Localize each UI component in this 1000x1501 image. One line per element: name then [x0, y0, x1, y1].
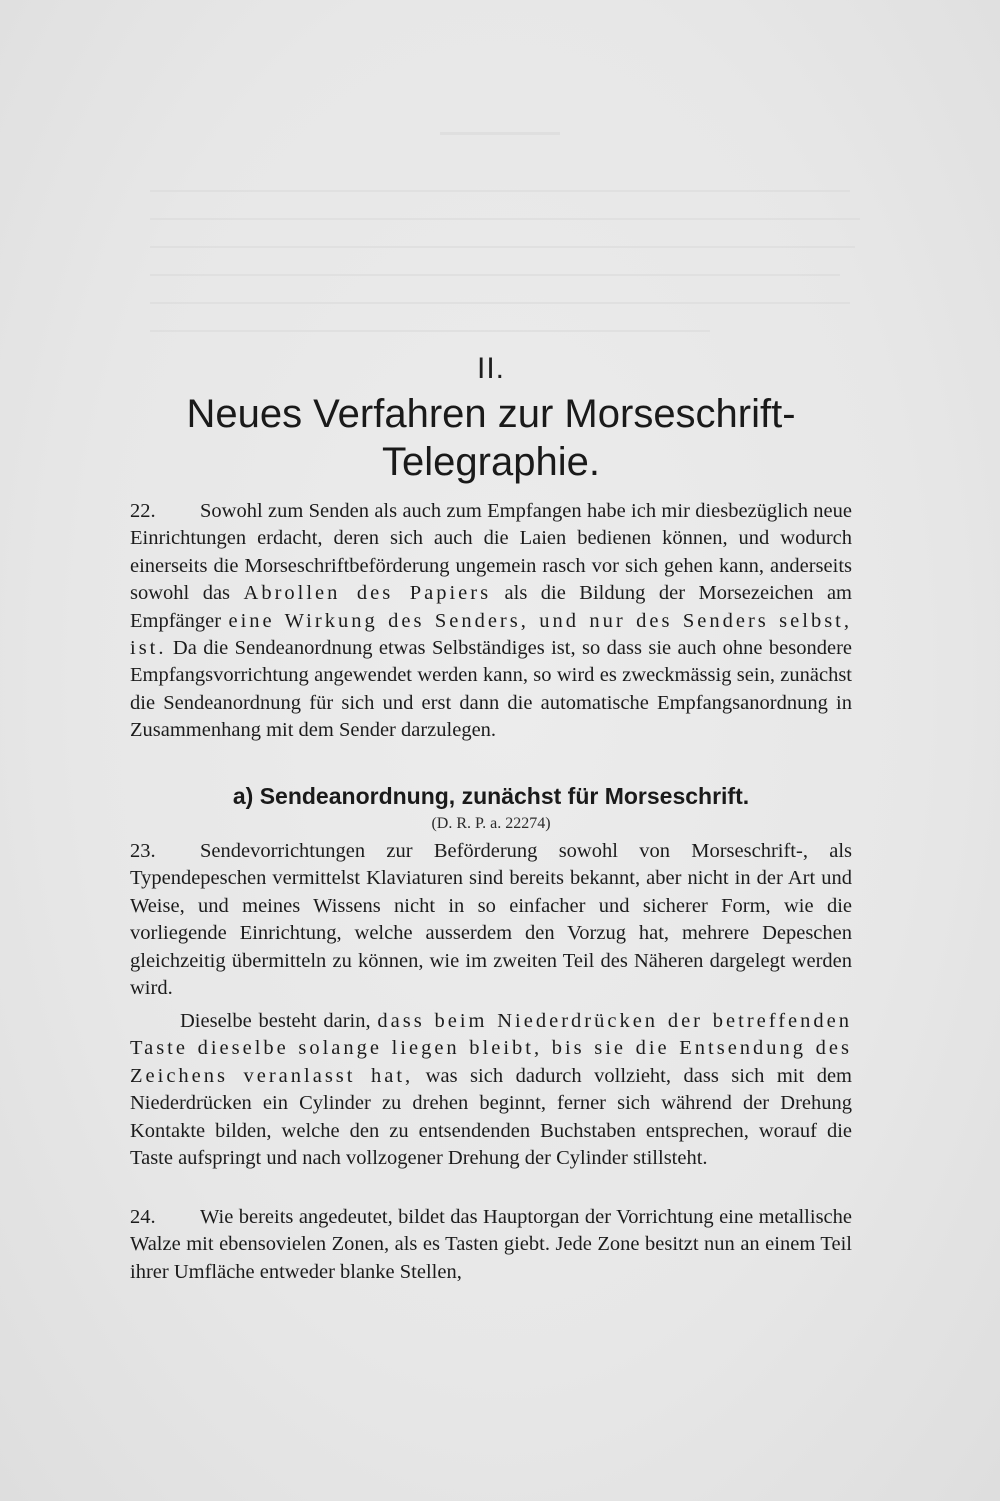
subsection-heading: a) Sendeanordnung, zunächst für Morseschrift.	[232, 783, 750, 809]
paragraph-text: Da die Sendeanordnung etwas Selbständiges ist, so dass sie auch ohne besondere Empfangsvorrichtung angewendet werden kann, so wird es zweckmässig sein, zunächst die Sendeanordnung für sich und erst dann die automatische Empfangsanordnung in Zusammenhang mit dem Sender darzulegen.	[130, 637, 852, 742]
chapter-title	[126, 390, 856, 486]
paragraph-text: was sich dadurch vollzieht, dass sich mit dem Niederdrücken ein Cylinder zu drehen beginnt, ferner sich während der Drehung Kontakte bilden, welche den zu entsendenden Buchstaben entsprechen, worauf die Taste aufspringt und nach vollzogener Drehung der Cylinder stillsteht.	[130, 1064, 852, 1170]
faded-page-header-mark	[440, 132, 560, 135]
paragraph-number: 23.	[130, 840, 156, 862]
paragraph-text: Sendevorrichtungen zur Beförderung sowohl von Morseschrift-, als Typendepeschen vermittelst Klaviaturen sind bereits bekannt, aber nicht in der Art und Weise, und meines Wissens nicht in so einfacher und sicherer Form, wie die vorliegende Einrichtung, welche ausserdem den Vorzug hat, mehrere Depeschen gleichzeitig übermitteln zu können, wie im zweiten Teil des Näheren dargelegt werden wird.	[130, 840, 852, 1000]
paragraph-text: Dieselbe besteht darin,	[180, 1010, 378, 1032]
chapter-title-line2: Telegraphie.	[382, 440, 600, 484]
paragraph-text: als die Bildung der Morsezeichen am Empfänger	[130, 582, 853, 632]
paragraph-22	[130, 498, 852, 745]
patent-reference: (D. R. P. a. 22274)	[431, 815, 551, 832]
spaced-emphasis: eine Wirkung des Senders, und nur des Senders selbst, ist.	[130, 609, 852, 660]
paragraph-number: 24.	[130, 1206, 156, 1228]
paragraph-text: Wie bereits angedeutet, bildet das Hauptorgan der Vorrichtung eine metallische Walze mit ebensovielen Zonen, als es Tasten giebt. Jede Zone besitzt nun an einem Teil ihrer Umfläche entweder blanke Stellen,	[130, 1206, 852, 1283]
spaced-emphasis: Abrollen des Papiers	[243, 582, 492, 605]
chapter-number: II.	[476, 352, 505, 385]
paragraph-24	[130, 1204, 852, 1286]
chapter-title-line1: Neues Verfahren zur Morseschrift-	[186, 392, 796, 436]
paragraph-23	[130, 838, 852, 1002]
spaced-emphasis: dass beim Niederdrücken der betreffenden Taste dieselbe solange liegen bleibt, bis sie die Entsendung des Zeichens veranlasst hat,	[130, 1010, 852, 1087]
paragraph-23-continued	[130, 1008, 852, 1172]
paragraph-number: 22.	[130, 500, 156, 522]
paragraph-text: Sowohl zum Senden als auch zum Empfangen habe ich mir diesbezüglich neue Einrichtungen erdacht, deren sich auch die Laien bedienen können, und wodurch einerseits die Morseschriftbeförderung ungemein rasch vor sich gehen kann, anderseits sowohl das	[130, 500, 852, 605]
